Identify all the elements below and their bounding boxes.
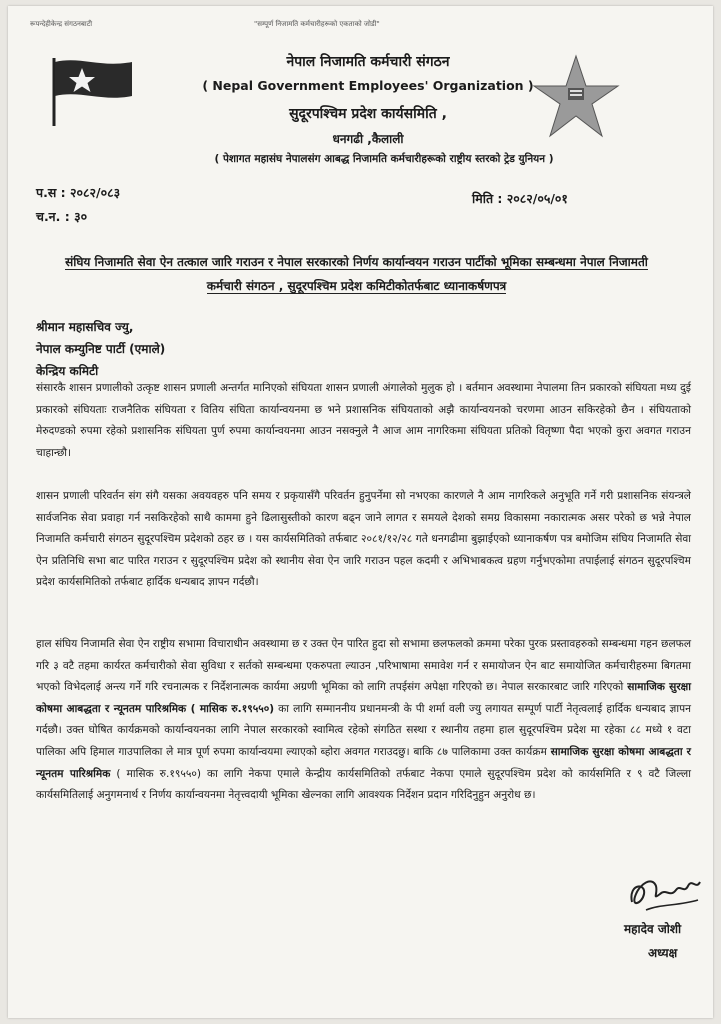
recipient-party: नेपाल कम्युनिष्ट पार्टी (एमाले) <box>36 342 166 356</box>
handwritten-signature <box>626 864 706 924</box>
reference-number: प.स : २०८२/०८३ <box>36 185 121 200</box>
paragraph-2: शासन प्रणाली परिवर्तन संग संगै यसका अवयवहरु पनि समय र प्रकृयासँगै परिवर्तन हुनुपर्नेमा सो नभएका कारणले नै आम नागरिकले अनुभूति गर्ने गरी प्रशासनिक संयन्त्रले सार्वजनिक सेवा प्रवाहा गर्न नसकिरहेको साथै काममा हुने ढिलासुस्तीको कारण बढ्न जाने लागत र समयले देशको समग्र विकासमा नकारात्मक असर परेको छ भन्ने नेपाल निजामति कर्मचारी संगठन सुदूरपश्चिम प्रदेशको ठहर छ । यस कार्यसमितिको तर्फबाट २०८१/१२/२८ गते धनगढीमा बुझाईएको ध्यानाकर्षण पत्र बमोजिम संघिय निजामति सेवा ऐन प्रतिनिधि सभा बाट पारित गराउन र सुदूरपश्चिम प्रदेश को स्थानीय सेवा ऐन जारि गराउन पहल कदमी र अभिभाबकत्व ग्रहण गर्नुभएकोमा तपाईलाई संगठन सुदूरपश्चिम प्रदेश कार्यसमितिको तर्फबाट हार्दिक धन्यबाद ज्ञापन गर्दछौ। <box>36 490 691 589</box>
top-center-motto: "सम्पूर्ण निजामति कर्मचारीहरूको एकताको जोडी" <box>254 20 380 28</box>
signatory-name: महादेव जोशी <box>624 922 682 936</box>
affiliation-line: ( पेशागत महासंघ नेपालसंग आबद्ध निजामति कर्मचारीहरूको राष्ट्रीय स्तरको ट्रेड युनियन ) <box>214 153 554 165</box>
recipient-title: श्रीमान महासचिव ज्यु, <box>36 320 134 334</box>
paragraph-3: हाल संघिय निजामति सेवा ऐन राष्ट्रीय सभामा विचाराधीन अवस्थामा छ र उक्त ऐन पारित हुदा सो सभामा छलफलको क्रममा परेका पुरक प्रस्तावहरुको सम्बन्धमा गहन छलफल गरि ३ वटै तहमा कार्यरत कर्मचारीको सेवा सुविधा र सर्तको सम्बन्धमा एकरुपता ल्याउन ,परिभाषामा समावेश गर्न र समायोजन ऐन बाट समायोजित कर्मचारीहरुमा बिगतमा भएको विभेदलाई अन्त्य गर्ने गरि रचनात्मक र निर्देशनात्मक कार्यमा अग्रणी भूमिका को लागि तपईसंग अपेक्षा गरिएको छ। नेपाल सरकारबाट जारि गरिएको सामाजिक सुरक्षा कोषमा आबद्धता र न्यूनतम पारिश्रमिक ( मासिक रु.१९५५०) का लागि सम्माननीय प्रधानमन्त्री के पी शर्मा वली ज्यु लगायत सम्पूर्ण पार्टी नेतृत्वलाई हार्दिक धन्यबाद ज्ञापन गर्दछौ। उक्त घोषित कार्यक्रमको कार्यान्वयनका लागि नेपाल सरकारको स्वामित्व रहेको संगठित सस्था र स्थानीय तहमा हाल सुदूरपश्चिम प्रदेश मा रहेका ८८ मध्ये १ वटा पालिका अपि हिमाल गाउपालिका ले मात्र पूर्ण रुपमा कार्यान्वयमा ल्याएको ब्होरा अवगत गराउदछु। बाकि ८७ पालिकामा उक्त कार्यक्रम सामाजिक सुरक्षा कोषमा आबद्धता र न्यूनतम पारिश्रमिक ( मासिक रु.१९५५०) का लागि नेकपा एमाले केन्द्रीय कार्यसमितिको तर्फबाट नेकपा एमाले सुदूरपश्चिम प्रदेश को कार्यसमिति र ९ वटै जिल्ला कार्यसमितिलाई अनुगमनार्थ र निर्णय कार्यान्वयनमा नेतृत्त्वदायी भूमिका खेल्नका लागि आवश्यक निर्देशन प्रदान गरिदिनुहुन अनुरोध छ। <box>36 638 692 802</box>
committee-name: सुदूरपश्चिम प्रदेश कार्यसमिति , <box>289 106 447 122</box>
letter-date: मिति : २०८२/०५/०१ <box>472 191 568 206</box>
letter-subject: संघिय निजामति सेवा ऐन तत्काल जारि गराउन र नेपाल सरकारको निर्णय कार्यान्वयन गराउन पार्टीको भूमिका सम्बन्धमा नेपाल निजामती कर्मचारी संगठन , सुदूरपश्चिम प्रदेश कमिटीकोतर्फबाट ध्यानाकर्षणपत्र <box>65 255 648 293</box>
dispatch-number: च.न. : ३० <box>36 209 88 224</box>
recipient-committee: केन्द्रिय कमिटी <box>36 364 99 378</box>
org-name-nepali: नेपाल निजामति कर्मचारी संगठन <box>286 54 450 70</box>
signatory-title: अध्यक्ष <box>648 946 678 960</box>
org-name-english: ( Nepal Government Employees' Organization ) <box>202 78 534 93</box>
paragraph-1: संसारकै शासन प्रणालीको उत्कृष्ट शासन प्रणाली अन्तर्गत मानिएको संघियता शासन प्रणाली अंगालेको मुलुक हो । बर्तमान अवस्थामा नेपालमा तिन प्रकारको संघियता मध्य दुई प्रकारको संघियताः राजनैतिक संघियता र वितिय संघिता कार्यान्वयनमा छ भने प्रशासनिक संघियताको अझै कार्यान्वयनको चरणमा आउन सकिरहेको छैन । संघियताको मेरुदण्डको रुपमा रहेको प्रशासनिक संघियता पुर्ण रुपमा कार्यान्वयनमा आउन नसक्नुले नै आज आम नागरिकमा संघियता प्रतिको वितृष्णा पैदा भएको कुरा अवगत गराउन चाहान्छौ। <box>36 382 691 459</box>
organization-flag-logo <box>40 56 140 126</box>
letter-page <box>8 6 713 1018</box>
location: धनगढी ,कैलाली <box>332 132 404 146</box>
top-left-note: रूपन्देहीकेन्द्र संगठनबाटी <box>30 20 93 28</box>
